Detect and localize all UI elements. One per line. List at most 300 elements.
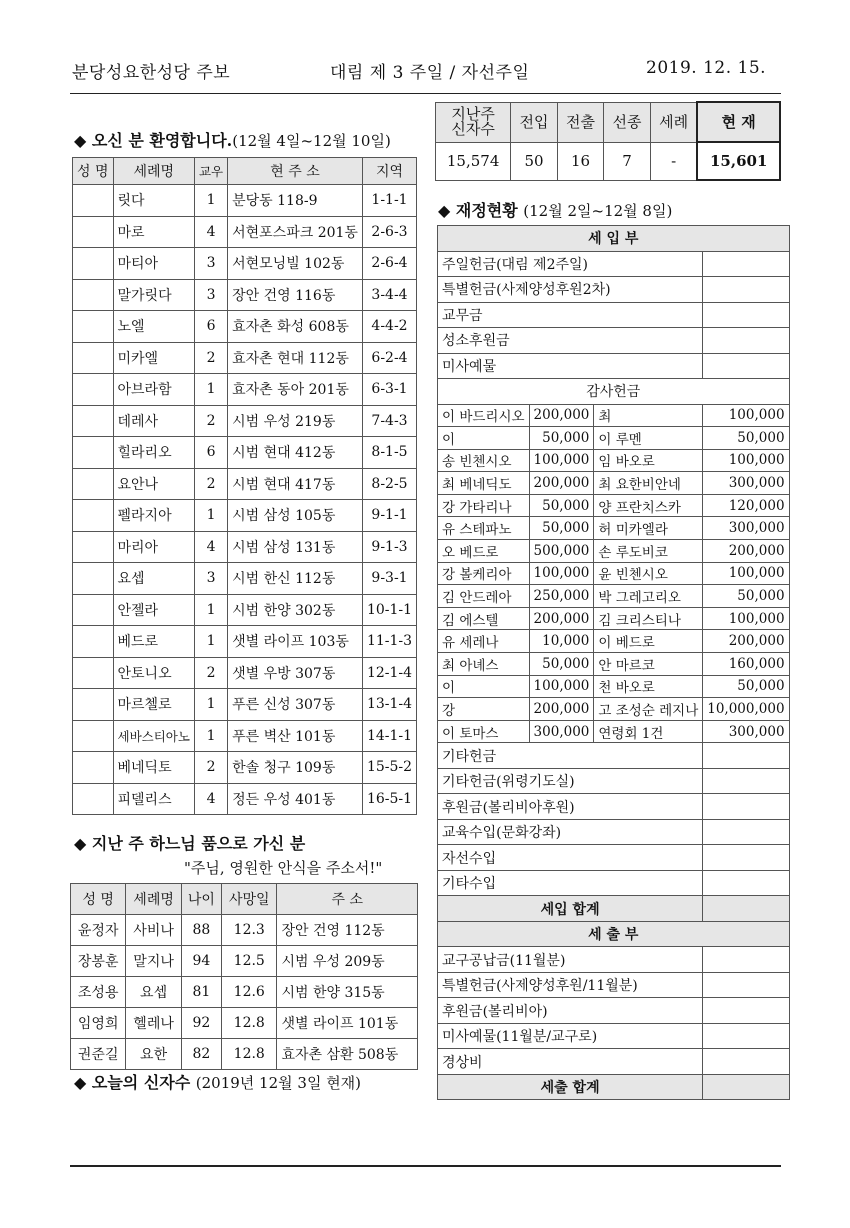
welcome-cell: 4	[194, 216, 227, 248]
welcome-header: 교우	[194, 158, 227, 185]
welcome-cell: 요안나	[113, 468, 194, 500]
welcome-header: 성 명	[73, 158, 114, 185]
welcome-header: 세례명	[113, 158, 194, 185]
finance-table	[437, 225, 790, 1100]
income-item-label: 주일헌금(대림 제2주일)	[438, 251, 703, 277]
expense-item	[438, 947, 790, 973]
welcome-cell	[73, 185, 114, 217]
thanks-row	[438, 698, 790, 721]
welcome-cell	[73, 374, 114, 406]
deceased-header: 주 소	[277, 884, 418, 915]
welcome-cell: 15-5-2	[362, 752, 416, 784]
other-income-item	[438, 768, 790, 794]
thanks-cell: 160,000	[703, 653, 789, 676]
welcome-cell	[73, 720, 114, 752]
prayer-text: "주님, 영원한 안식을 주소서!"	[184, 859, 383, 877]
welcome-cell	[73, 657, 114, 689]
expense-item	[438, 998, 790, 1024]
stats-value: 15,601	[697, 142, 780, 180]
thanks-cell: 강	[438, 698, 530, 721]
welcome-cell: 서현모닝빌 102동	[228, 248, 363, 280]
thanks-cell: 300,000	[529, 720, 594, 743]
welcome-cell	[73, 689, 114, 721]
parish-stats-table	[435, 101, 781, 181]
welcome-cell: 효자촌 화성 608동	[228, 311, 363, 343]
welcome-cell: 말가릿다	[113, 279, 194, 311]
welcome-cell: 1	[194, 500, 227, 532]
expense-total-amount	[703, 1074, 789, 1100]
thanks-cell: 이 루멘	[594, 427, 703, 450]
deceased-cell: 12.8	[222, 1039, 277, 1070]
welcome-cell: 4	[194, 531, 227, 563]
welcome-cell: 릿다	[113, 185, 194, 217]
stats-value: 16	[557, 142, 604, 180]
welcome-cell: 2	[194, 405, 227, 437]
welcome-cell: 데레사	[113, 405, 194, 437]
welcome-cell: 힐라리오	[113, 437, 194, 469]
stats-header: 전입	[511, 102, 558, 142]
thanks-row	[438, 517, 790, 540]
welcome-row	[73, 216, 417, 248]
deceased-cell: 사비나	[126, 915, 181, 946]
welcome-cell: 요셉	[113, 563, 194, 595]
thanks-cell: 송 빈첸시오	[438, 449, 530, 472]
welcome-cell: 6-2-4	[362, 342, 416, 374]
expense-item-label: 미사예물(11월분/교구로)	[438, 1023, 703, 1049]
thanks-cell: 10,000	[529, 630, 594, 653]
welcome-cell	[73, 437, 114, 469]
thanks-header-cell: 감사헌금	[438, 379, 790, 405]
welcome-header: 현 주 소	[228, 158, 363, 185]
thanks-cell: 천 바오로	[594, 675, 703, 698]
thanks-cell: 이	[438, 675, 530, 698]
stats-header: 현 재	[697, 102, 780, 142]
welcome-cell: 1	[194, 626, 227, 658]
thanks-cell: 200,000	[529, 607, 594, 630]
welcome-cell: 미카엘	[113, 342, 194, 374]
thanks-cell: 100,000	[529, 562, 594, 585]
other-income-item-label: 후원금(볼리비아후원)	[438, 794, 703, 820]
other-income-item	[438, 794, 790, 820]
welcome-row	[73, 657, 417, 689]
welcome-cell: 정든 우성 401동	[228, 783, 363, 815]
welcome-row	[73, 752, 417, 784]
thanks-row	[438, 404, 790, 427]
thanks-cell: 50,000	[703, 675, 789, 698]
deceased-cell: 효자촌 삼환 508동	[277, 1039, 418, 1070]
thanks-cell: 임 바오로	[594, 449, 703, 472]
thanks-cell: 강 가타리나	[438, 494, 530, 517]
welcome-cell: 3-4-4	[362, 279, 416, 311]
welcome-header: 지역	[362, 158, 416, 185]
income-item-label: 특별헌금(사제양성후원2차)	[438, 277, 703, 303]
thanks-cell: 최 베네딕도	[438, 472, 530, 495]
welcome-cell: 1	[194, 185, 227, 217]
welcome-cell: 6-3-1	[362, 374, 416, 406]
expense-item-label: 특별헌금(사제양성후원/11월분)	[438, 972, 703, 998]
welcome-cell: 13-1-4	[362, 689, 416, 721]
other-income-item-label: 기타헌금	[438, 743, 703, 769]
deceased-table	[70, 883, 418, 1070]
welcome-cell: 펠라지아	[113, 500, 194, 532]
welcome-cell	[73, 594, 114, 626]
thanks-cell: 100,000	[529, 675, 594, 698]
income-item	[438, 251, 790, 277]
welcome-cell: 효자촌 현대 112동	[228, 342, 363, 374]
deceased-cell: 94	[181, 946, 221, 977]
welcome-cell: 피델리스	[113, 783, 194, 815]
welcome-cell: 1	[194, 594, 227, 626]
welcome-cell: 8-1-5	[362, 437, 416, 469]
welcome-row	[73, 374, 417, 406]
income-total-label: 세입 합계	[438, 896, 703, 922]
stats-header: 선종	[604, 102, 651, 142]
deceased-cell: 권준길	[71, 1039, 126, 1070]
thanks-cell: 50,000	[529, 517, 594, 540]
deceased-header: 세례명	[126, 884, 181, 915]
deceased-cell: 12.8	[222, 1008, 277, 1039]
bulletin-date: 2019. 12. 15.	[646, 58, 767, 78]
deceased-row	[71, 1008, 418, 1039]
income-item	[438, 353, 790, 379]
expense-item	[438, 1023, 790, 1049]
thanks-cell: 유 세레나	[438, 630, 530, 653]
welcome-cell: 푸른 신성 307동	[228, 689, 363, 721]
income-header	[438, 226, 790, 252]
finance-section-title: ◆ 재정현황 (12월 2일~12월 8일)	[438, 201, 673, 220]
welcome-cell: 1-1-1	[362, 185, 416, 217]
thanks-cell: 50,000	[703, 427, 789, 450]
welcome-cell: 장안 건영 116동	[228, 279, 363, 311]
income-item-label: 성소후원금	[438, 328, 703, 354]
expense-item-amount	[703, 998, 789, 1024]
deceased-section-title: ◆ 지난 주 하느님 품으로 가신 분	[74, 834, 306, 853]
expense-item-amount	[703, 1049, 789, 1075]
deceased-cell: 장봉훈	[71, 946, 126, 977]
deceased-cell: 12.3	[222, 915, 277, 946]
deceased-row	[71, 1039, 418, 1070]
stats-header: 세례	[650, 102, 697, 142]
welcome-cell: 2	[194, 752, 227, 784]
deceased-cell: 12.6	[222, 977, 277, 1008]
thanks-row	[438, 653, 790, 676]
deceased-cell: 시범 우성 209동	[277, 946, 418, 977]
thanks-row	[438, 607, 790, 630]
welcome-row	[73, 500, 417, 532]
thanks-cell: 300,000	[703, 720, 789, 743]
thanks-row	[438, 494, 790, 517]
thanks-cell: 이	[438, 427, 530, 450]
expense-total	[438, 1074, 790, 1100]
other-income-item-label: 기타헌금(위령기도실)	[438, 768, 703, 794]
footer-rule	[70, 1165, 781, 1167]
welcome-cell: 시범 현대 417동	[228, 468, 363, 500]
thanks-cell: 300,000	[703, 472, 789, 495]
thanks-cell: 양 프란치스카	[594, 494, 703, 517]
thanks-cell: 50,000	[703, 585, 789, 608]
welcome-cell: 효자촌 동아 201동	[228, 374, 363, 406]
thanks-cell: 100,000	[703, 562, 789, 585]
welcome-cell: 2	[194, 657, 227, 689]
other-income-item	[438, 743, 790, 769]
welcome-row	[73, 783, 417, 815]
thanks-cell: 이 바드리시오	[438, 404, 530, 427]
thanks-row	[438, 630, 790, 653]
deceased-cell: 12.5	[222, 946, 277, 977]
welcome-cell: 세바스티아노	[113, 720, 194, 752]
welcome-cell: 마리아	[113, 531, 194, 563]
expense-item-label: 교구공납금(11월분)	[438, 947, 703, 973]
welcome-row	[73, 689, 417, 721]
thanks-cell: 최 아녜스	[438, 653, 530, 676]
expense-item	[438, 972, 790, 998]
parish-name: 분당성요한성당 주보	[72, 63, 231, 83]
welcome-table	[72, 157, 417, 815]
income-total-amount	[703, 896, 789, 922]
deceased-cell: 81	[181, 977, 221, 1008]
income-item-amount	[703, 251, 789, 277]
deceased-header: 나이	[181, 884, 221, 915]
welcome-row	[73, 468, 417, 500]
thanks-row	[438, 675, 790, 698]
thanks-cell: 500,000	[529, 540, 594, 563]
thanks-cell: 120,000	[703, 494, 789, 517]
income-total	[438, 896, 790, 922]
welcome-cell	[73, 311, 114, 343]
welcome-cell: 10-1-1	[362, 594, 416, 626]
thanks-cell: 최 요한비안네	[594, 472, 703, 495]
thanks-cell: 강 볼케리아	[438, 562, 530, 585]
welcome-cell: 6	[194, 311, 227, 343]
deceased-row	[71, 915, 418, 946]
stats-header: 전출	[557, 102, 604, 142]
stats-value: 50	[511, 142, 558, 180]
welcome-cell: 시범 한양 302동	[228, 594, 363, 626]
welcome-cell	[73, 279, 114, 311]
thanks-row	[438, 427, 790, 450]
thanks-cell: 김 크리스티나	[594, 607, 703, 630]
welcome-cell: 안토니오	[113, 657, 194, 689]
expense-header-cell: 세 출 부	[438, 921, 790, 947]
welcome-cell	[73, 342, 114, 374]
welcome-cell: 3	[194, 279, 227, 311]
welcome-cell: 3	[194, 563, 227, 595]
welcome-row	[73, 594, 417, 626]
thanks-cell: 박 그레고리오	[594, 585, 703, 608]
header-rule	[70, 93, 781, 94]
welcome-cell: 2-6-3	[362, 216, 416, 248]
thanks-cell: 이 토마스	[438, 720, 530, 743]
welcome-cell: 시범 현대 412동	[228, 437, 363, 469]
welcome-cell: 샛별 우방 307동	[228, 657, 363, 689]
deceased-cell: 92	[181, 1008, 221, 1039]
welcome-cell	[73, 563, 114, 595]
income-item-label: 교무금	[438, 302, 703, 328]
deceased-cell: 말지나	[126, 946, 181, 977]
welcome-cell: 마티아	[113, 248, 194, 280]
thanks-cell: 안 마르코	[594, 653, 703, 676]
other-income-item-amount	[703, 819, 789, 845]
thanks-cell: 200,000	[529, 404, 594, 427]
welcome-header-row	[73, 158, 417, 185]
deceased-cell: 장안 건영 112동	[277, 915, 418, 946]
welcome-cell: 2	[194, 468, 227, 500]
income-item	[438, 328, 790, 354]
thanks-row	[438, 540, 790, 563]
thanks-cell: 250,000	[529, 585, 594, 608]
income-item	[438, 277, 790, 303]
thanks-cell: 김 안드레아	[438, 585, 530, 608]
other-income-item-amount	[703, 794, 789, 820]
welcome-row	[73, 626, 417, 658]
deceased-header: 사망일	[222, 884, 277, 915]
welcome-cell	[73, 626, 114, 658]
welcome-cell: 2-6-4	[362, 248, 416, 280]
stats-header: 지난주 신자수	[436, 102, 511, 142]
deceased-cell: 시범 한양 315동	[277, 977, 418, 1008]
deceased-header: 성 명	[71, 884, 126, 915]
other-income-item	[438, 819, 790, 845]
welcome-row	[73, 437, 417, 469]
welcome-row	[73, 185, 417, 217]
welcome-row	[73, 563, 417, 595]
welcome-cell	[73, 216, 114, 248]
thanks-cell: 200,000	[529, 472, 594, 495]
thanks-cell: 허 미카엘라	[594, 517, 703, 540]
welcome-row	[73, 342, 417, 374]
thanks-cell: 윤 빈첸시오	[594, 562, 703, 585]
welcome-row	[73, 311, 417, 343]
welcome-cell: 샛별 라이프 103동	[228, 626, 363, 658]
welcome-cell: 9-3-1	[362, 563, 416, 595]
welcome-cell: 시범 삼성 131동	[228, 531, 363, 563]
expense-item-amount	[703, 972, 789, 998]
expense-item-amount	[703, 947, 789, 973]
other-income-item-amount	[703, 870, 789, 896]
welcome-cell: 안젤라	[113, 594, 194, 626]
expense-item-label: 후원금(볼리비아)	[438, 998, 703, 1024]
thanks-cell: 유 스테파노	[438, 517, 530, 540]
welcome-cell	[73, 468, 114, 500]
welcome-cell: 2	[194, 342, 227, 374]
thanks-cell: 100,000	[703, 607, 789, 630]
thanks-row	[438, 472, 790, 495]
welcome-cell: 시범 한신 112동	[228, 563, 363, 595]
welcome-cell	[73, 500, 114, 532]
welcome-cell: 11-1-3	[362, 626, 416, 658]
welcome-cell: 1	[194, 720, 227, 752]
welcome-row	[73, 279, 417, 311]
welcome-cell	[73, 405, 114, 437]
other-income-item-label: 자선수입	[438, 845, 703, 871]
welcome-cell: 베드로	[113, 626, 194, 658]
deceased-cell: 요한	[126, 1039, 181, 1070]
welcome-row	[73, 531, 417, 563]
thanks-row	[438, 720, 790, 743]
expense-item-amount	[703, 1023, 789, 1049]
expense-item-label: 경상비	[438, 1049, 703, 1075]
welcome-row	[73, 248, 417, 280]
welcome-cell: 6	[194, 437, 227, 469]
welcome-cell: 서현포스파크 201동	[228, 216, 363, 248]
other-income-item	[438, 870, 790, 896]
income-item	[438, 302, 790, 328]
today-count-title: ◆ 오늘의 신자수 (2019년 12월 3일 현재)	[74, 1073, 362, 1092]
expense-header	[438, 921, 790, 947]
welcome-cell: 9-1-1	[362, 500, 416, 532]
thanks-cell: 200,000	[703, 630, 789, 653]
welcome-cell: 베네딕토	[113, 752, 194, 784]
deceased-cell: 헬레나	[126, 1008, 181, 1039]
income-item-amount	[703, 277, 789, 303]
welcome-cell	[73, 783, 114, 815]
deceased-cell: 88	[181, 915, 221, 946]
welcome-cell: 분당동 118-9	[228, 185, 363, 217]
stats-value: 7	[604, 142, 651, 180]
deceased-cell: 임영희	[71, 1008, 126, 1039]
other-income-item	[438, 845, 790, 871]
thanks-cell: 100,000	[703, 404, 789, 427]
thanks-header	[438, 379, 790, 405]
deceased-header-row	[71, 884, 418, 915]
thanks-cell: 10,000,000	[703, 698, 789, 721]
welcome-section-title: ◆ 오신 분 환영합니다.(12월 4일~12월 10일)	[74, 131, 391, 150]
thanks-row	[438, 449, 790, 472]
other-income-item-amount	[703, 743, 789, 769]
welcome-cell: 16-5-1	[362, 783, 416, 815]
welcome-cell: 1	[194, 374, 227, 406]
welcome-cell	[73, 531, 114, 563]
welcome-cell: 3	[194, 248, 227, 280]
welcome-cell: 푸른 벽산 101동	[228, 720, 363, 752]
thanks-cell: 100,000	[703, 449, 789, 472]
welcome-row	[73, 720, 417, 752]
thanks-cell: 이 베드로	[594, 630, 703, 653]
thanks-cell: 50,000	[529, 494, 594, 517]
expense-total-label: 세출 합계	[438, 1074, 703, 1100]
welcome-cell: 4	[194, 783, 227, 815]
thanks-cell: 연령회 1건	[594, 720, 703, 743]
welcome-cell: 9-1-3	[362, 531, 416, 563]
welcome-cell: 4-4-2	[362, 311, 416, 343]
welcome-cell: 마로	[113, 216, 194, 248]
expense-item	[438, 1049, 790, 1075]
welcome-cell: 12-1-4	[362, 657, 416, 689]
income-item-amount	[703, 302, 789, 328]
thanks-cell: 김 에스텔	[438, 607, 530, 630]
other-income-item-label: 교육수입(문화강좌)	[438, 819, 703, 845]
welcome-cell: 시범 우성 219동	[228, 405, 363, 437]
deceased-row	[71, 977, 418, 1008]
welcome-cell: 한솔 청구 109동	[228, 752, 363, 784]
deceased-cell: 요셉	[126, 977, 181, 1008]
thanks-cell: 오 베드로	[438, 540, 530, 563]
thanks-cell: 300,000	[703, 517, 789, 540]
liturgical-week: 대림 제 3 주일 / 자선주일	[330, 63, 530, 83]
thanks-cell: 200,000	[703, 540, 789, 563]
income-header-cell: 세 입 부	[438, 226, 790, 252]
thanks-cell: 50,000	[529, 653, 594, 676]
thanks-cell: 100,000	[529, 449, 594, 472]
welcome-cell: 마르첼로	[113, 689, 194, 721]
deceased-cell: 82	[181, 1039, 221, 1070]
welcome-cell: 7-4-3	[362, 405, 416, 437]
deceased-row	[71, 946, 418, 977]
income-item-amount	[703, 328, 789, 354]
thanks-cell: 고 조성순 레지나	[594, 698, 703, 721]
welcome-cell: 8-2-5	[362, 468, 416, 500]
welcome-cell: 시범 삼성 105동	[228, 500, 363, 532]
